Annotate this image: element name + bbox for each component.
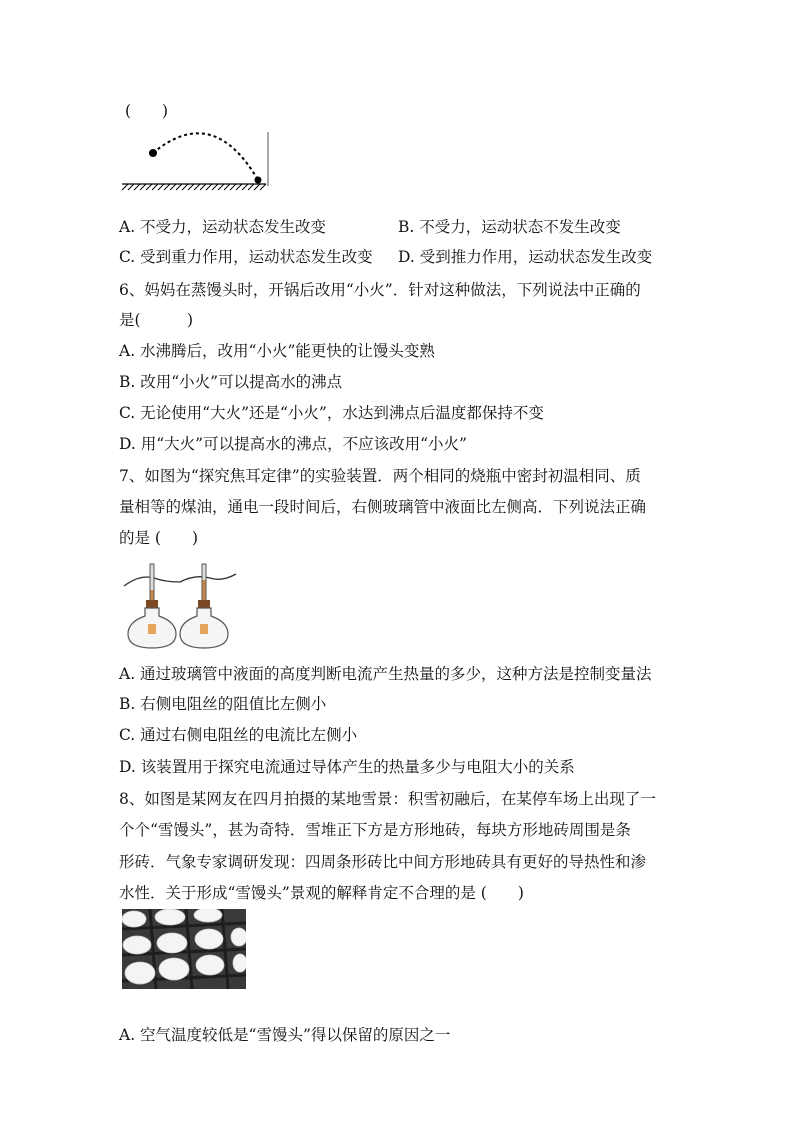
snow-mound (125, 962, 155, 984)
ball-trajectory-figure (118, 128, 273, 196)
ball-start-icon (149, 149, 157, 157)
snow-mound (123, 936, 151, 954)
q7-option-a: A. 通过玻璃管中液面的高度判断电流产生热量的多少，这种方法是控制变量法 (119, 665, 652, 683)
q8-stem-line3: 形砖．气象专家调研发现：四周条形砖比中间方形地砖具有更好的导热性和渗 (119, 853, 647, 871)
q6-stem-line2: 是( ) (119, 311, 194, 329)
q6-option-a: A. 水沸腾后，改用“小火”能更快的让馒头变熟 (119, 342, 435, 360)
snow-mound (157, 933, 187, 953)
q6-option-d: D. 用“大火”可以提高水的沸点，不应该改用“小火” (119, 435, 467, 453)
q6-stem-line1: 6、妈妈在蒸馒头时，开锅后改用“小火”．针对这种做法，下列说法中正确的 (119, 281, 641, 299)
joule-law-apparatus-figure (120, 560, 240, 652)
snow-mound (233, 954, 246, 972)
q5-option-d: D. 受到推力作用，运动状态发生改变 (398, 248, 653, 266)
snow-mound (155, 909, 185, 925)
left-flask (128, 564, 176, 648)
snow-mounds-photo (122, 909, 246, 989)
q8-stem-line1: 8、如图是某网友在四月拍摄的某地雪景：积雪初融后，在某停车场上出现了一 (119, 790, 656, 808)
q5-answer-blank: ( ) (125, 102, 169, 120)
q8-stem-line4: 水性．关于形成“雪馒头”景观的解释肯定不合理的是 ( ) (119, 884, 524, 902)
q5-option-c: C. 受到重力作用，运动状态发生改变 (119, 248, 373, 266)
right-flask (180, 564, 228, 648)
snow-mound (122, 911, 146, 927)
left-stopper (146, 600, 158, 608)
snow-mound (195, 929, 223, 949)
q7-option-c: C. 通过右侧电阻丝的电流比左侧小 (119, 726, 358, 744)
q8-stem-line2: 个个“雪馒头”，甚为奇特．雪堆正下方是方形地砖，每块方形地砖周围是条 (119, 821, 631, 839)
snow-mound (159, 958, 189, 980)
q5-option-b: B. 不受力，运动状态不发生改变 (398, 218, 621, 236)
q7-option-b: B. 右侧电阻丝的阻值比左侧小 (119, 695, 327, 713)
q6-option-c: C. 无论使用“大火”还是“小火”，水达到沸点后温度都保持不变 (119, 404, 544, 422)
q8-option-a: A. 空气温度较低是“雪馒头”得以保留的原因之一 (119, 1026, 451, 1044)
snow-mound (194, 909, 222, 922)
q7-stem-line3: 的是 ( ) (119, 529, 199, 547)
q5-option-a: A. 不受力，运动状态发生改变 (119, 218, 327, 236)
ground-hatching (122, 184, 266, 190)
q7-option-d: D. 该装置用于探究电流通过导体产生的热量多少与电阻大小的关系 (119, 758, 575, 776)
q6-option-b: B. 改用“小火”可以提高水的沸点 (119, 373, 343, 391)
snow-mound (231, 928, 246, 946)
left-resistance-wire (148, 624, 156, 634)
right-resistance-wire (200, 624, 208, 634)
q7-stem-line2: 量相等的煤油，通电一段时间后，右侧玻璃管中液面比左侧高．下列说法正确 (119, 498, 647, 516)
q7-stem-line1: 7、如图为“探究焦耳定律”的实验装置．两个相同的烧瓶中密封初温相同、质 (119, 467, 641, 485)
snow-mound (196, 955, 224, 975)
trajectory-curve (153, 133, 258, 180)
connecting-wire (124, 574, 236, 586)
right-stopper (198, 600, 210, 608)
ball-end-icon (255, 177, 262, 184)
